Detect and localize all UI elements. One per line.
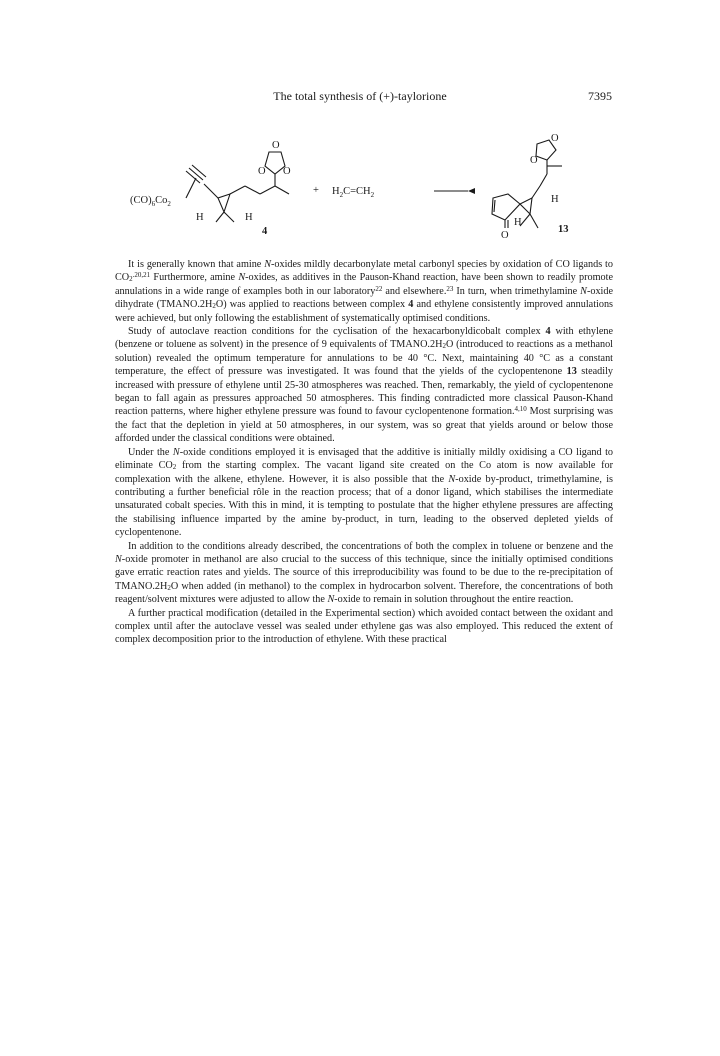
paragraph-5: A further practical modification (detailed in the Experimental section) which avoided contact between the oxidant and complex until after the autoclave vessel was sealed under ethylene gas was also employed. This reduced the extent of complex decomposition prior to the introduction of ethylene. With these practical [115, 607, 613, 646]
carbonyl-oxygen: O [501, 230, 509, 238]
paragraph-4: In addition to the conditions already described, the concentrations of both the complex in toluene or benzene and the N-oxide promoter in methanol are also crucial to the success of this technique, since the initially optimised conditions gave erratic reaction rates and yields. The source of this irreproducibility was found to be due to the re-precipitation of $TMANO.2H_2O$ when added (in methanol) to the complex in hydrocarbon solvent. Therefore, the concentrations of both reagent/solvent mixtures were adjusted to allow the N-oxide to remain in solution throughout the entire reaction. [115, 540, 613, 606]
h-right-label: H [245, 212, 253, 223]
paragraph-3: Under the N-oxide conditions employed it is envisaged that the additive is initially mildly oxidising a CO ligand to eliminate $CO_2$ from the starting complex. The vacant ligand site created on the Co atom is now available for complexation with the alkene, ethylene. However, it is also possible that the N-oxide by-product, trimethylamine, is contributing a further beneficial rôle in the reaction process; that of a donor ligand, which stabilises the intermediate unsaturated cobalt species. With this in mind, it is tempting to postulate that the higher ethylene pressures are affecting the stabilising influence imparted by the amine by-product, in turn, leading to the observed depleted yields of cyclopentenone. [115, 446, 614, 539]
bond [204, 184, 218, 198]
compound-4-label: 4 [262, 226, 268, 237]
plus-sign: + [313, 185, 319, 196]
product-ring-oxygen-top: O [551, 133, 559, 144]
cyclopropane-ring [520, 198, 532, 214]
product-ring-oxygen: O [530, 155, 538, 166]
double-bond [494, 200, 495, 212]
ring-oxygen-left: O [258, 166, 266, 177]
bond [186, 178, 196, 198]
alkyne-bond [186, 171, 200, 183]
bond [530, 214, 538, 228]
ring-oxygen-top: O [272, 140, 280, 151]
paragraph-1: It is generally known that amine N-oxides mildly decarbonylate metal carbonyl species by oxidation of CO ligands to $CO_2^{.20,21}$ Furthermore, amine N-oxides, as additives in the Pauson-Khand reaction, have been shown to readily promote annulations in a wide range of examples both in our laboratory$^{22}$ and elsewhere.$^{23}$ In turn, when trimethylamine N-oxide dihydrate $(TMANO.2H_2O)$ was applied to reactions between complex 4 and ethylene consistently improved annulations were achieved, but only following the establishment of systematically optimised conditions. [115, 259, 614, 324]
bond [275, 186, 289, 194]
bond [260, 186, 275, 194]
ring-oxygen-right: O [283, 166, 291, 177]
reaction-scheme [100, 128, 640, 238]
body-text [115, 258, 613, 647]
bond [540, 174, 547, 186]
bond [245, 186, 260, 194]
bond [216, 212, 224, 222]
compound-13-label: 13 [558, 224, 569, 235]
running-title: The total synthesis of (+)-taylorione [273, 89, 447, 103]
h-left-label: H [196, 212, 204, 223]
paragraph-2: Study of autoclave reaction conditions for the cyclisation of the hexacarbonyldicobalt complex 4 with ethylene (benzene or toluene as solvent) in the presence of 9 equivalents of $TMANO.2H_2O$ (introduced to reactions as a methanol solution) revealed the optimum temperature for annulations to be 40 °C. Next, maintaining 40 °C as a constant temperature, the effect of pressure was investigated. It was found that the yields of the cyclopentenone 13 steadily increased with pressure of ethylene until 25-30 atmospheres was reached. Then, remarkably, the yield of cyclopentenone began to fall again as pressures approached 50 atmospheres. This finding contradicted more classical Pauson-Khand reaction patterns, where higher ethylene pressure was found to favour cyclopentenone formation.$^{4,10}$ Most surprising was the fact that the depletion in yield at 50 atmospheres, in our system, was so great that yields around or below those afforded under the classical conditions were obtained. [115, 326, 613, 445]
bond [230, 186, 245, 194]
alkyne-bond [192, 165, 206, 177]
cyclopropane-ring [218, 194, 230, 212]
arrow-head [468, 188, 475, 194]
product-h-right: H [551, 194, 559, 205]
dioxolane-ring [265, 152, 285, 174]
product-h-bottom: H [514, 217, 522, 228]
ethylene-label: $H_2C=CH_2$ [332, 186, 375, 199]
bond [224, 212, 234, 222]
page-number: 7395 [588, 89, 612, 103]
cobalt-label: $(CO)_6Co_2$ [130, 195, 171, 208]
bond [532, 186, 540, 198]
